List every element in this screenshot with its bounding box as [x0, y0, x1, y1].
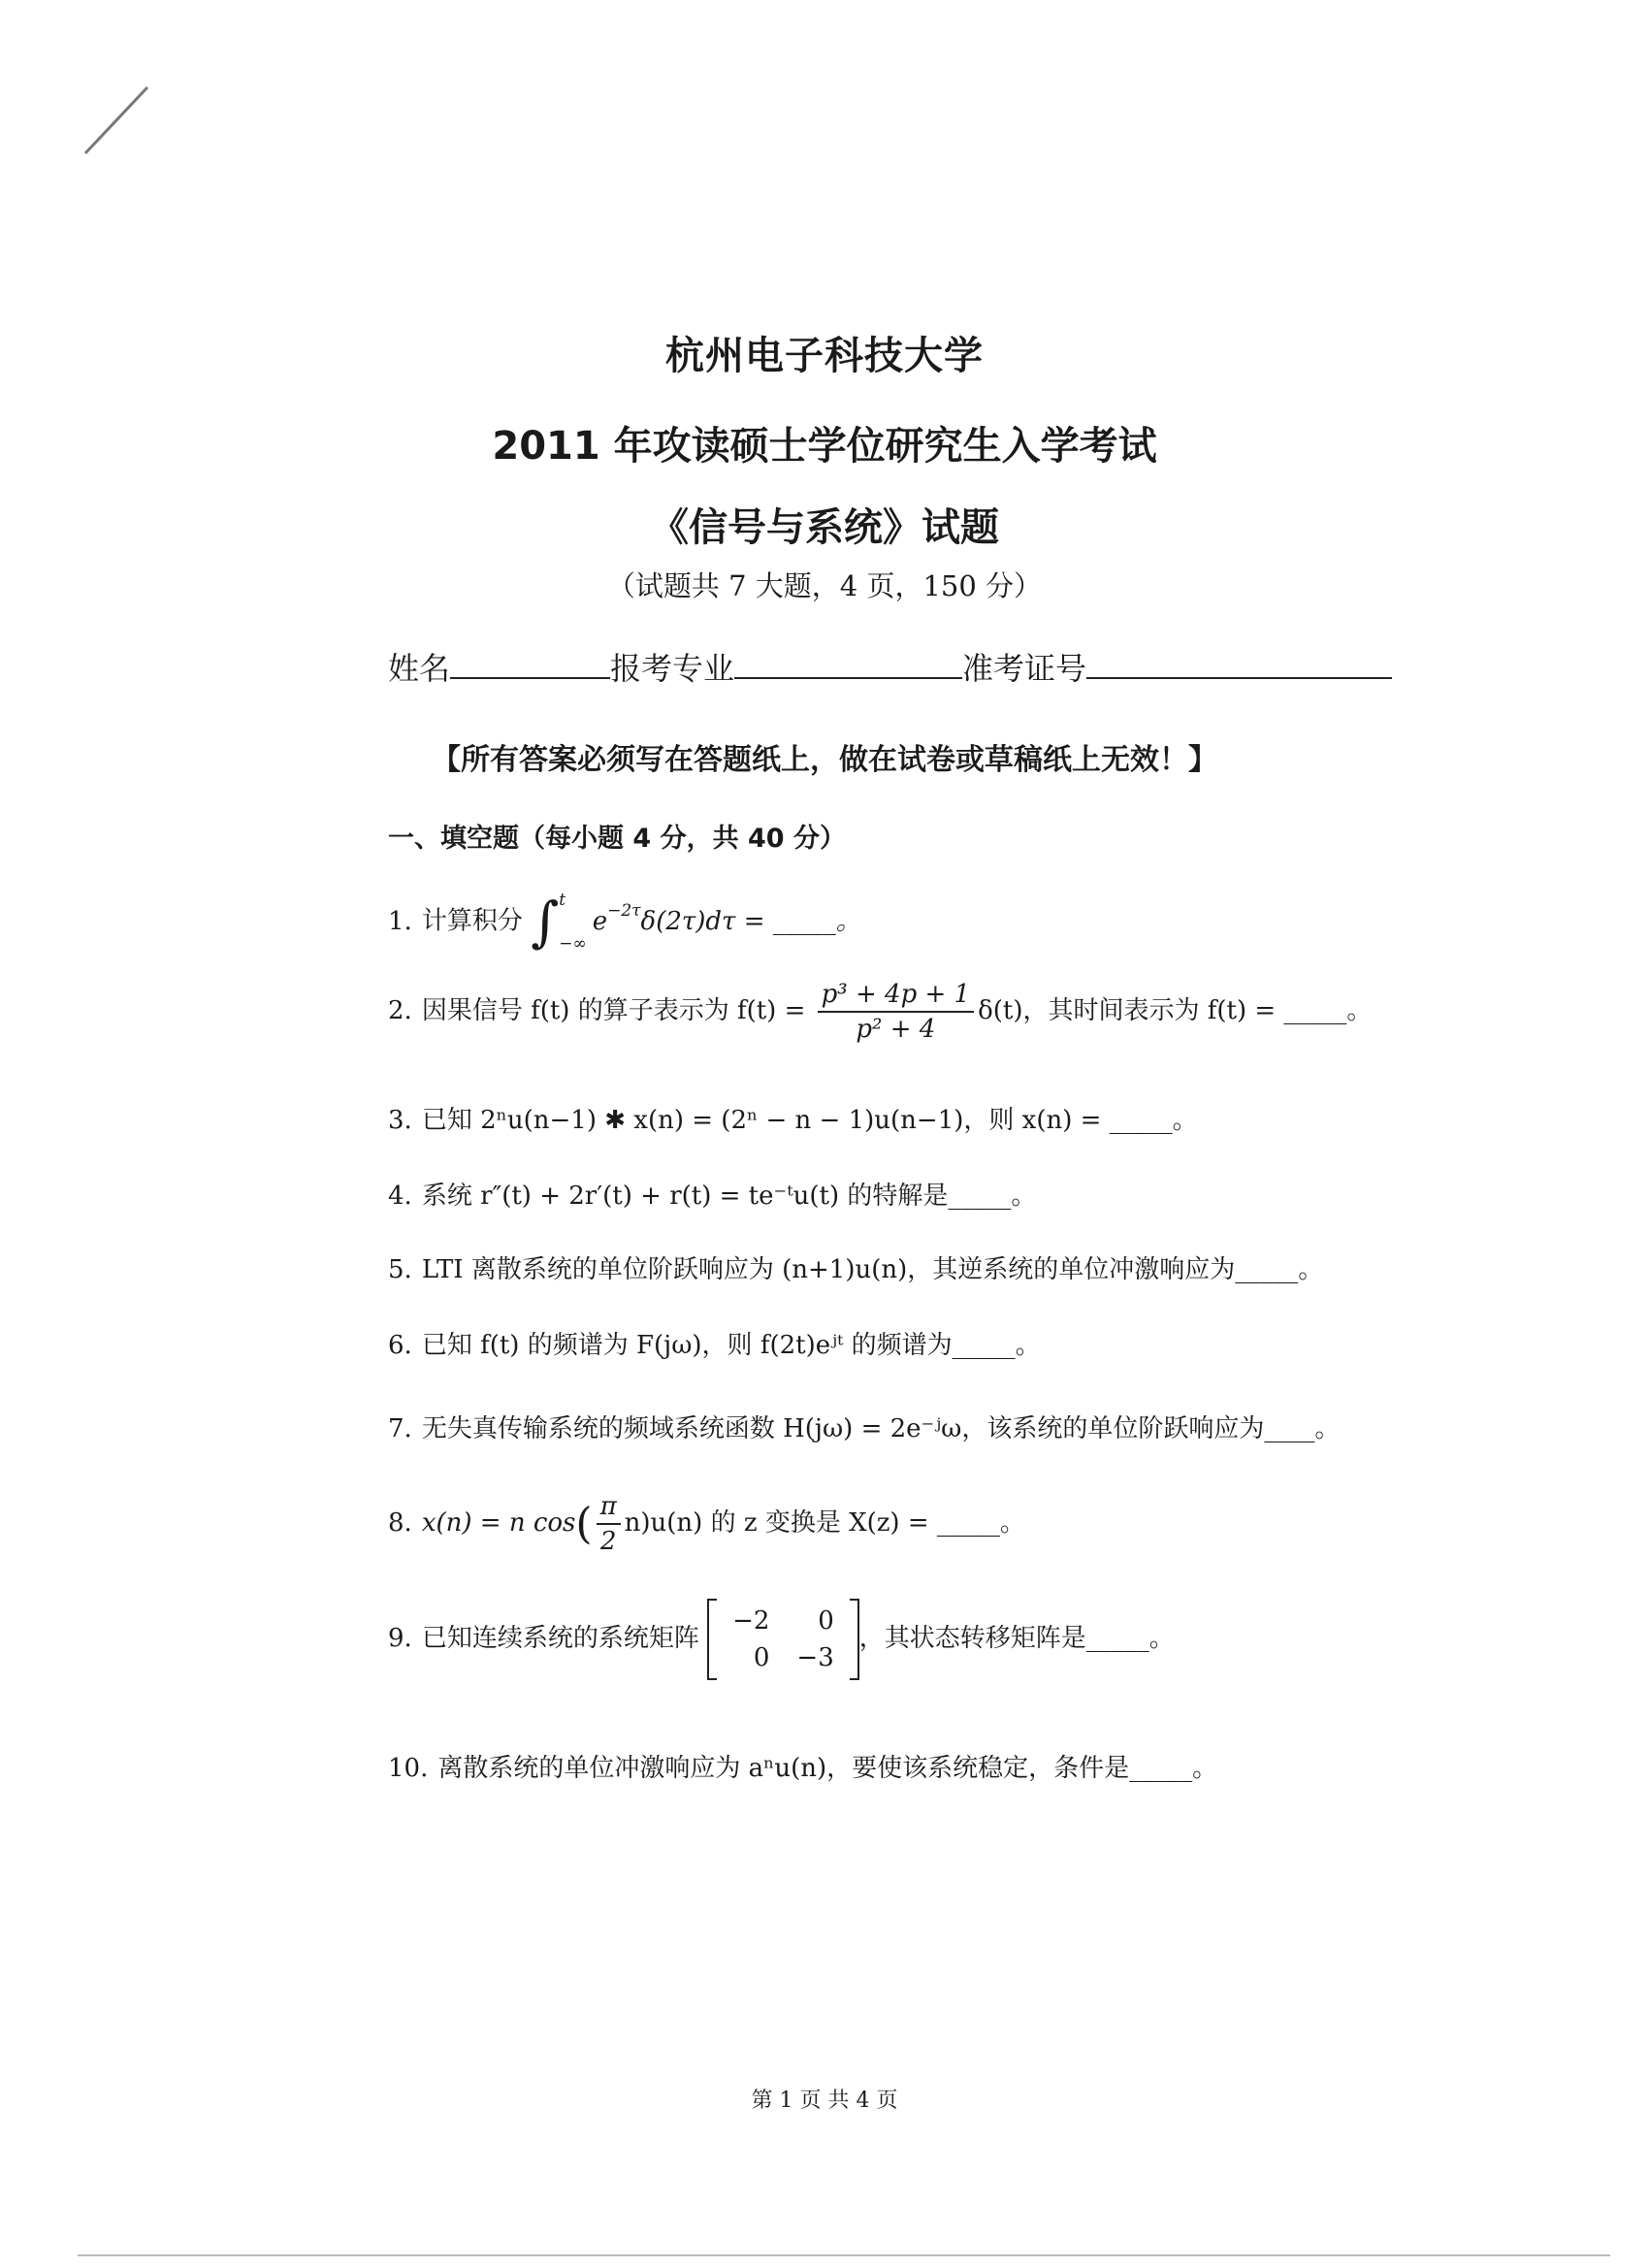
pi-over-two-fraction: $\frac{\pi}{2}$ — [597, 1492, 621, 1556]
question-6: 6. 已知 f(t) 的频谱为 F(jω)，则 f(2t)eʲᵗ 的频谱为_____。 — [388, 1331, 1041, 1360]
major-blank — [734, 650, 962, 679]
question-10: 10. 离散系统的单位冲激响应为 aⁿu(n)，要使该系统稳定，条件是_____。 — [388, 1754, 1218, 1783]
candidate-info-line — [388, 644, 1426, 689]
question-3: 3. 已知 2ⁿu(n−1) ✱ x(n) = (2ⁿ − n − 1)u(n−1)，则 x(n) = _____。 — [388, 1106, 1198, 1135]
page-footer: 第 1 页 共 4 页 — [751, 2089, 898, 2113]
university-title: 杭州电子科技大学 — [665, 334, 984, 378]
name-blank — [450, 650, 610, 679]
subject-title: 《信号与系统》试题 — [650, 505, 999, 550]
operator-fraction: $\frac{\text{p³ + 4p + 1}}{\text{p² + 4}}$ — [818, 980, 974, 1044]
integral-expression: ∫ t −∞ $e^{-2\tau}\delta(2\tau)d\tau$ = _____。 — [531, 890, 861, 954]
name-label: 姓名 — [388, 650, 451, 687]
exam-title: 2011 年攻读硕士学位研究生入学考试 — [492, 424, 1157, 469]
question-9: 9. 已知连续系统的系统矩阵 −2 0 0 −3 ，其状态转移矩阵是_____。 — [388, 1599, 1175, 1680]
scan-bottom-edge — [78, 2254, 1610, 2256]
answer-notice: 【所有答案必须写在答题纸上，做在试卷或草稿纸上无效！】 — [432, 743, 1217, 777]
question-5: 5. LTI 离散系统的单位阶跃响应为 (n+1)u(n)，其逆系统的单位冲激响应为_____。 — [388, 1255, 1324, 1284]
question-1: 1. 计算积分 ∫ t −∞ $e^{-2\tau}\delta(2\tau)d\tau$ = _____。 — [388, 890, 861, 954]
section-title: 一、填空题（每小题 4 分，共 40 分） — [388, 824, 846, 854]
integral-sign: ∫ — [531, 891, 560, 954]
id-label: 准考证号 — [962, 650, 1087, 687]
major-label: 报考专业 — [610, 650, 735, 687]
system-matrix: −2 0 0 −3 — [707, 1599, 859, 1680]
question-4: 4. 系统 r″(t) + 2r′(t) + r(t) = te⁻ᵗu(t) 的特解是_____。 — [388, 1182, 1037, 1211]
question-7: 7. 无失真传输系统的频域系统函数 H(jω) = 2e⁻ʲω，该系统的单位阶跃响应为____。 — [388, 1414, 1341, 1443]
exam-note: （试题共 7 大题，4 页，150 分） — [606, 569, 1043, 602]
question-8: 8. x(n) = n cos( $\frac{\pi}{2}$ n)u(n) 的 z 变换是 X(z) = _____。 — [388, 1492, 1025, 1556]
id-blank — [1086, 650, 1392, 679]
question-2: 2. 因果信号 f(t) 的算子表示为 f(t) = $\frac{\text{p³ + 4p + 1}}{\text{p² + 4}}$ δ(t)，其时间表示为 f(t) = _____。 — [388, 980, 1373, 1044]
scan-pen-mark — [78, 78, 155, 165]
